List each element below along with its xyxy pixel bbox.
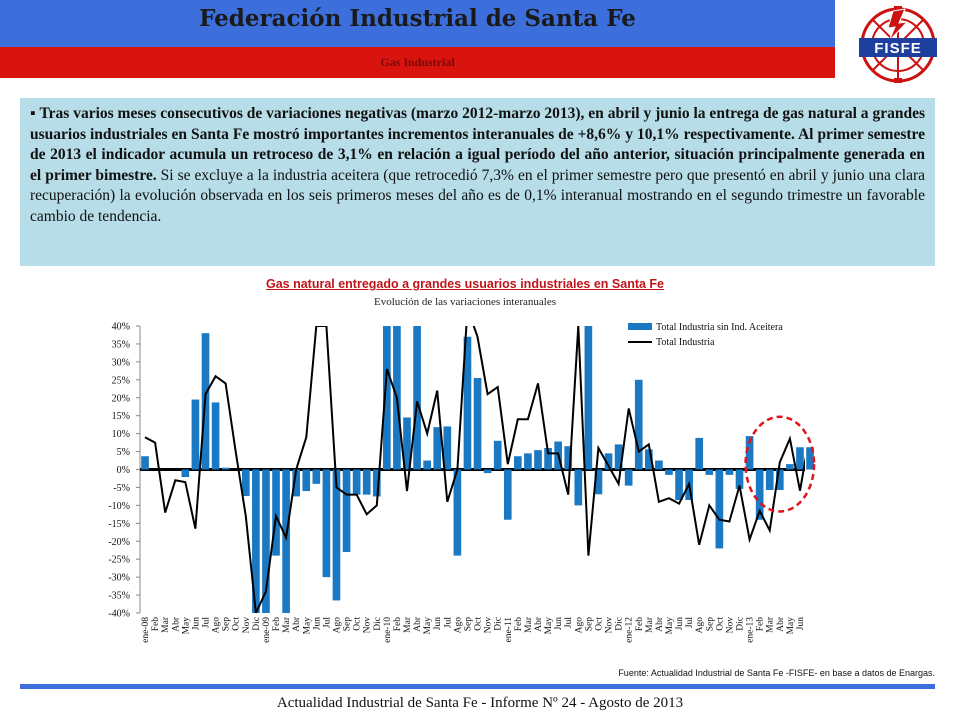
chart-subtitle: Evolución de las variaciones interanuales [373, 296, 557, 308]
x-tick-label: ene-11 [503, 617, 514, 643]
bar [534, 450, 542, 469]
x-tick-label: Jun [675, 617, 686, 631]
x-tick-label: Mar [644, 617, 655, 633]
page-title: Federación Industrial de Santa Fe [199, 5, 636, 32]
chart [95, 315, 840, 667]
bar [222, 468, 230, 470]
x-tick-label: May [544, 617, 555, 635]
bar [343, 470, 351, 553]
legend-bar-label: Total Industria sin Ind. Aceitera [656, 322, 783, 333]
y-tick-label: -35% [108, 590, 130, 602]
bar [423, 461, 431, 470]
bullet: ▪ [30, 105, 36, 122]
x-tick-label: Feb [151, 617, 162, 632]
x-tick-label: Feb [272, 617, 283, 632]
x-tick-label: May [423, 617, 434, 635]
x-tick-label: Jul [201, 617, 212, 629]
y-tick-label: 35% [111, 339, 130, 351]
x-tick-label: Mar [282, 617, 293, 633]
bar [141, 456, 149, 469]
bar [625, 470, 633, 486]
bar [585, 326, 593, 470]
x-tick-label: ene-09 [261, 617, 272, 643]
x-tick-label: Nov [362, 617, 373, 634]
summary-textbox [20, 98, 935, 266]
bar [192, 400, 200, 470]
bar [212, 402, 220, 469]
bar [665, 470, 673, 475]
x-tick-label: May [785, 617, 796, 635]
x-tick-label: May [181, 617, 192, 635]
bar [655, 461, 663, 470]
y-tick-label: 20% [111, 393, 130, 405]
x-tick-label: Dic [372, 617, 383, 631]
x-tick-label: Sep [221, 617, 232, 632]
y-tick-label: 15% [111, 411, 130, 423]
x-tick-label: Oct [715, 617, 726, 631]
y-tick-label: -40% [108, 608, 130, 620]
x-tick-label: Abr [775, 617, 786, 632]
x-tick-label: Jul [564, 617, 575, 629]
x-tick-label: Dic [735, 617, 746, 631]
page-subtitle: Gas Industrial [380, 55, 455, 69]
source-note: Fuente: Actualidad Industrial de Santa Fe -FISFE- en base a datos de Enargas. [618, 668, 935, 678]
x-tick-label: Nov [483, 617, 494, 634]
y-tick-label: -5% [113, 482, 130, 494]
x-tick-label: Dic [493, 617, 504, 631]
footer-bar [20, 684, 935, 689]
bar [786, 464, 794, 469]
x-tick-label: Mar [765, 617, 776, 633]
bar [282, 470, 290, 614]
y-tick-label: -10% [108, 500, 130, 512]
bar [574, 470, 582, 506]
x-tick-label: Abr [413, 617, 424, 632]
x-tick-label: Abr [171, 617, 182, 632]
bar [524, 453, 532, 469]
x-tick-label: Feb [755, 617, 766, 632]
x-tick-label: ene-10 [382, 617, 393, 643]
bar [675, 470, 683, 500]
bar [302, 470, 310, 492]
footer-text: Actualidad Industrial de Santa Fe - Informe Nº 24 - Agosto de 2013 [276, 695, 684, 711]
bar [716, 470, 724, 549]
bar [494, 441, 502, 470]
bar [705, 470, 713, 475]
bar [635, 380, 643, 470]
bar [413, 326, 421, 470]
x-tick-label: Abr [533, 617, 544, 632]
bar [312, 470, 320, 484]
x-tick-label: May [302, 617, 313, 635]
x-tick-label: Ago [695, 617, 706, 634]
bar [433, 427, 441, 469]
chart-title: Gas natural entregado a grandes usuarios industriales en Santa Fe [265, 277, 665, 291]
logo-text: FISFE [874, 40, 922, 57]
x-tick-label: ene-12 [624, 617, 635, 643]
x-tick-label: Ago [453, 617, 464, 634]
bar [363, 470, 371, 495]
x-tick-label: Dic [251, 617, 262, 631]
x-tick-label: Feb [634, 617, 645, 632]
y-tick-label: -25% [108, 554, 130, 566]
x-tick-label: Jul [685, 617, 696, 629]
x-tick-label: Oct [473, 617, 484, 631]
x-tick-label: Sep [342, 617, 353, 632]
y-tick-label: 5% [116, 447, 130, 459]
x-tick-label: Dic [614, 617, 625, 631]
x-tick-label: ene-08 [141, 617, 152, 643]
y-tick-label: 0% [116, 465, 130, 476]
x-tick-label: Nov [241, 617, 252, 634]
bar [695, 438, 703, 470]
bar [474, 378, 482, 469]
bar [242, 470, 250, 497]
x-tick-label: Jul [443, 617, 454, 629]
x-tick-label: Oct [231, 617, 242, 631]
x-tick-label: Ago [574, 617, 585, 634]
x-tick-label: Sep [584, 617, 595, 632]
bar [182, 470, 190, 478]
bar [323, 470, 331, 578]
x-tick-label: Abr [654, 617, 665, 632]
x-tick-label: Feb [513, 617, 524, 632]
x-tick-label: Oct [352, 617, 363, 631]
x-tick-label: Jun [191, 617, 202, 631]
x-tick-label: Feb [392, 617, 403, 632]
y-tick-label: -15% [108, 518, 130, 530]
bar [766, 470, 774, 490]
x-tick-label: Sep [463, 617, 474, 632]
bar [504, 470, 512, 520]
y-tick-label: 30% [111, 357, 130, 369]
x-tick-label: Mar [403, 617, 414, 633]
x-tick-label: Jun [554, 617, 565, 631]
legend-bar-swatch [628, 323, 652, 330]
x-tick-label: ene-13 [745, 617, 756, 643]
x-tick-label: Abr [292, 617, 303, 632]
fisfe-logo [843, 5, 953, 83]
bar [726, 470, 734, 475]
bar [514, 456, 522, 469]
x-tick-label: Jun [795, 617, 806, 631]
x-tick-label: Ago [332, 617, 343, 634]
y-tick-label: -20% [108, 536, 130, 548]
x-tick-label: Ago [211, 617, 222, 634]
x-tick-label: Jun [312, 617, 323, 631]
bar [454, 470, 462, 556]
y-tick-label: 40% [111, 321, 130, 333]
summary-bold-text: Tras varios meses consecutivos de variaciones negativas (marzo 2012-marzo 2013), en abril y junio la entrega de gas natural a grandes usuarios industriales en Santa Fe mostró importantes incrementos interanuales de +8,6% y 10,1% respectivamente. Al primer semestre de 2013 el indicador acumula un retroceso de 3,1% en relación a igual período del año anterior, situación principalmente generada en el primer bimestre. [30, 105, 925, 184]
x-tick-label: Sep [705, 617, 716, 632]
y-tick-label: -30% [108, 572, 130, 584]
x-tick-label: Nov [604, 617, 615, 634]
bar [796, 447, 804, 469]
x-tick-label: May [664, 617, 675, 635]
y-tick-label: 25% [111, 375, 130, 387]
x-tick-label: Mar [161, 617, 172, 633]
x-tick-label: Oct [594, 617, 605, 631]
legend-line-label: Total Industria [656, 337, 715, 348]
y-tick-label: 10% [111, 429, 130, 441]
x-tick-label: Nov [725, 617, 736, 634]
x-tick-label: Jun [433, 617, 444, 631]
bar [353, 470, 361, 495]
summary-normal-text: Si se excluye a la industria aceitera (que retrocedió 7,3% en el primer semestre pero que presentó en abril y junio una clara recuperación) la evolución observada en los seis primeros meses del año es de 0,1% interanual mostrando en el segundo trimestre un favorable cambio de tendencia. [30, 166, 925, 225]
x-tick-label: Mar [523, 617, 534, 633]
x-tick-label: Jul [322, 617, 333, 629]
bar [484, 470, 492, 474]
